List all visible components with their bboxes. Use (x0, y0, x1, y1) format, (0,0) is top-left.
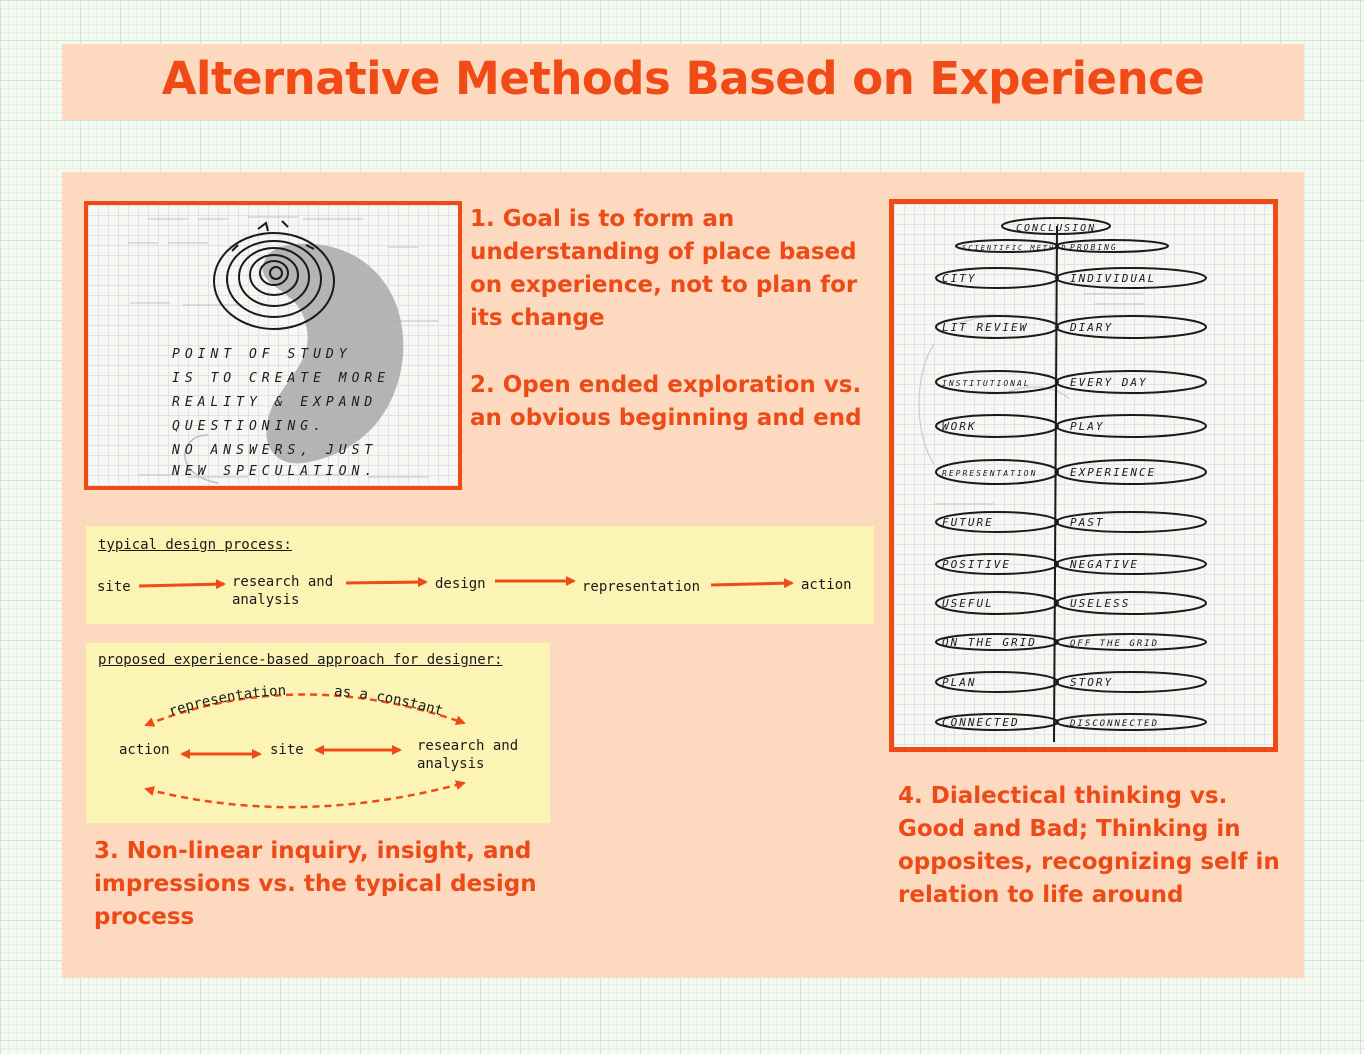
dialectic-label-right: STORY (1070, 676, 1114, 689)
point-1 (470, 203, 857, 335)
point-3-line: process (94, 904, 195, 930)
proposed-process-arrows (86, 643, 550, 823)
point-3-line: 3. Non-linear inquiry, insight, and (94, 838, 532, 864)
typical-process-box (86, 526, 874, 624)
point-1-line: 1. Goal is to form an (470, 206, 735, 232)
proposed-research-line: research and (417, 738, 519, 754)
dialectic-label-right: PAST (1070, 516, 1105, 529)
dialectic-label-left: CITY (942, 272, 977, 285)
typical-process-title: typical design process: (98, 537, 292, 553)
point-2-line: 2. Open ended exploration vs. (470, 372, 862, 398)
sketch1-line-5: NO ANSWERS, JUST (172, 443, 378, 458)
dialectic-label-right: USELESS (1070, 597, 1131, 610)
proposed-research-line: analysis (417, 756, 485, 772)
sketch1-line-3: REALITY & EXPAND (172, 395, 378, 410)
bottom-dashed-arc (146, 783, 464, 807)
sketch1-line-6: NEW SPECULATION. (172, 464, 378, 479)
arc-label (167, 683, 287, 720)
proposed-site: site (270, 742, 304, 758)
dialectic-label-right: DIARY (1070, 321, 1114, 334)
title-band (62, 44, 1304, 120)
dialectic-label-right: EVERY DAY (1070, 376, 1148, 389)
point-4-line: relation to life around (898, 882, 1184, 908)
dialectic-label-right: PROBING (1070, 243, 1118, 252)
spiral-sketch-image (84, 201, 462, 490)
dialectic-sketch-image (889, 199, 1278, 752)
dialectic-label-right: PLAY (1070, 420, 1105, 433)
arrow-right-icon (346, 582, 426, 583)
center-divider-line (1054, 226, 1057, 742)
point-4-line: opposites, recognizing self in (898, 849, 1280, 875)
proposed-process-title: proposed experience-based approach for designer: (98, 652, 503, 668)
point-1-line: understanding of place based (470, 239, 857, 265)
typical-process-arrows (86, 526, 874, 624)
dialectic-label-right: NEGATIVE (1070, 558, 1139, 571)
dialectic-label-right: DISCONNECTED (1070, 719, 1160, 729)
dialectic-label-left: WORK (942, 420, 977, 433)
spiral-sketch-drawing (88, 205, 458, 486)
typical-step-research-line: research and (232, 574, 334, 590)
point-2-line: an obvious beginning and end (470, 405, 862, 431)
typical-step-action: action (801, 577, 852, 593)
point-1-line: its change (470, 305, 605, 331)
page-title: Alternative Methods Based on Experience (161, 52, 1205, 105)
dialectic-label-left: FUTURE (942, 516, 994, 529)
arc-label-left: representation (166, 682, 287, 720)
sketch1-line-4: QUESTIONING. (172, 419, 326, 434)
dialectic-label-left: PLAN (942, 676, 977, 689)
point-1-line: on experience, not to plan for (470, 272, 858, 298)
dialectic-label-right: INDIVIDUAL (1070, 272, 1157, 285)
dialectic-label-right: EXPERIENCE (1070, 466, 1157, 479)
dialectic-label-left: INSTITUTIONAL (942, 379, 1031, 388)
sketch1-line-1: POINT OF STUDY (172, 347, 352, 362)
proposed-research (417, 737, 518, 773)
point-4-line: Good and Bad; Thinking in (898, 816, 1241, 842)
dialectic-sketch-drawing (894, 204, 1273, 747)
typical-step-representation: representation (582, 579, 701, 595)
point-4 (898, 780, 1280, 912)
dialectic-label-left: REPRESENTATION (942, 469, 1038, 478)
dialectic-label-left: ON THE GRID (942, 636, 1037, 649)
dialectic-label-left: LIT REVIEW (942, 321, 1029, 334)
dialectic-label-left: SCIENTIFIC METHOD (962, 244, 1068, 252)
arc-label-right: as a constant (333, 683, 445, 720)
typical-step-research-line: analysis (232, 592, 300, 608)
point-3-line: impressions vs. the typical design (94, 871, 537, 897)
dialectic-label-left: USEFUL (942, 597, 994, 610)
point-4-line: 4. Dialectical thinking vs. (898, 783, 1228, 809)
typical-step-design: design (435, 576, 486, 592)
sketch1-line-2: IS TO CREATE MORE (172, 371, 391, 386)
point-2 (470, 369, 862, 435)
dialectic-label-left: CONNECTED (942, 716, 1020, 729)
dialectic-label-right: OFF THE GRID (1070, 639, 1160, 649)
proposed-action: action (119, 742, 170, 758)
proposed-process-box (86, 643, 550, 823)
arrow-right-icon (139, 584, 224, 586)
typical-step-site: site (97, 579, 131, 595)
point-3 (94, 835, 537, 934)
conclusion-label: CONCLUSION (1016, 223, 1097, 234)
arrow-right-icon (711, 583, 792, 585)
dialectic-label-left: POSITIVE (942, 558, 1011, 571)
arc-label (334, 684, 445, 720)
